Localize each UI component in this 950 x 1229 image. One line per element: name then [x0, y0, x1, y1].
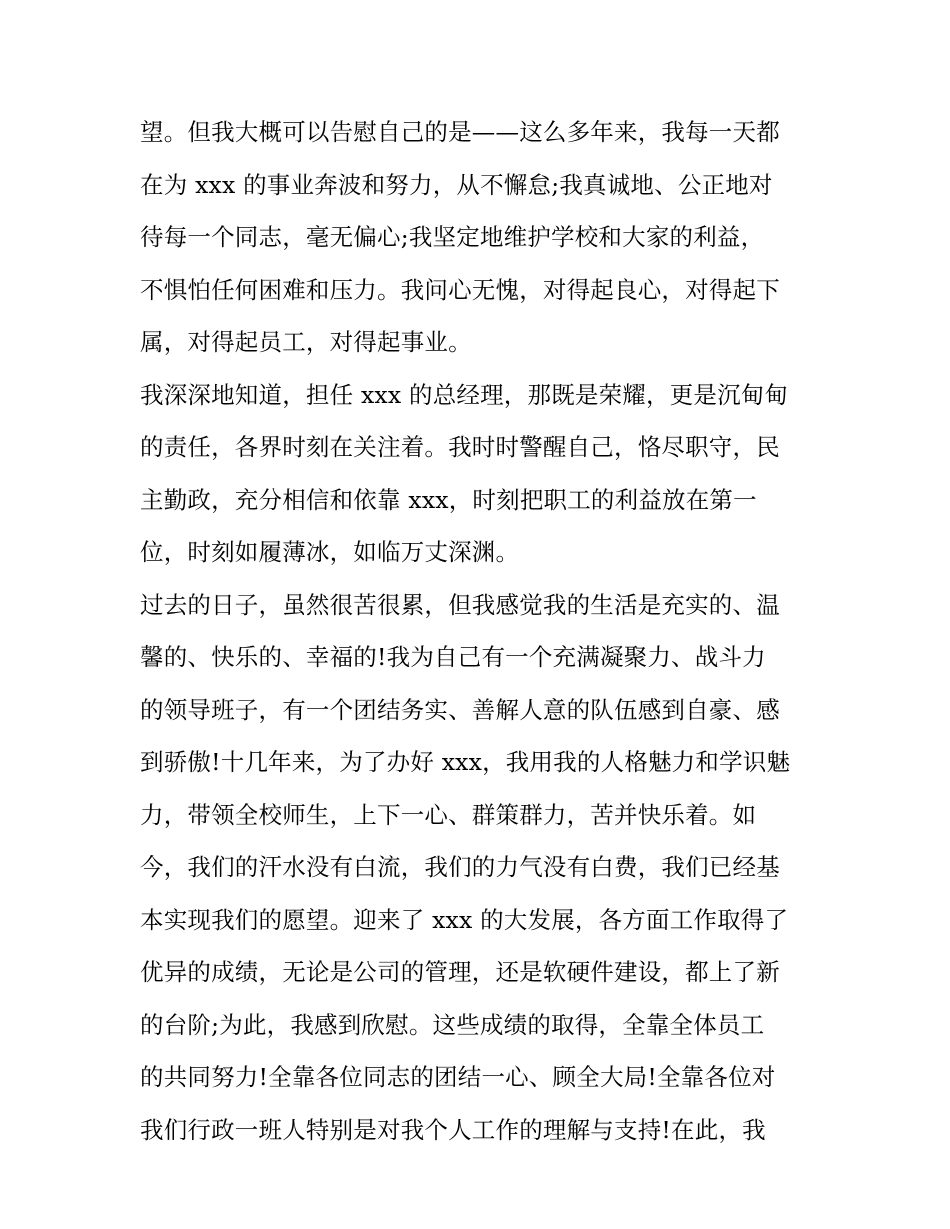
text-line: 的责任，各界时刻在关注着。我时时警醒自己，恪尽职守，民 [140, 433, 780, 461]
text-line: 力，带领全校师生，上下一心、群策群力，苦并快乐着。如 [140, 800, 757, 829]
text-line: 属，对得起员工，对得起事业。 [140, 328, 472, 356]
text-line: 待每一个同志，毫无偏心;我坚定地维护学校和大家的利益， [140, 223, 765, 251]
paragraph-3 [140, 579, 820, 1157]
text-line: 位，时刻如履薄冰，如临万丈深渊。 [140, 538, 520, 566]
text-line: 今，我们的汗水没有白流，我们的力气没有白费，我们已经基 [140, 853, 780, 881]
text-line: 主勤政，充分相信和依靠 xxx，时刻把职工的利益放在第一 [140, 485, 757, 514]
text-line: 望。但我大概可以告慰自己的是——这么多年来，我每一天都 [140, 118, 780, 146]
text-line: 我深深地知道，担任 xxx 的总经理，那既是荣耀，更是沉甸甸 [140, 380, 789, 409]
text-line: 馨的、快乐的、幸福的!我为自己有一个充满凝聚力、战斗力 [140, 643, 766, 671]
paragraph-2 [140, 369, 820, 579]
text-line: 优异的成绩，无论是公司的管理，还是软硬件建设，都上了新 [140, 958, 780, 986]
text-line: 本实现我们的愿望。迎来了 xxx 的大发展，各方面工作取得了 [140, 905, 789, 934]
text-line: 的共同努力!全靠各位同志的团结一心、顾全大局!全靠各位对 [140, 1063, 776, 1091]
text-line: 在为 xxx 的事业奔波和努力，从不懈怠;我真诚地、公正地对 [140, 170, 773, 199]
text-line: 过去的日子，虽然很苦很累，但我感觉我的生活是充实的、温 [140, 590, 780, 619]
text-line: 的台阶;为此，我感到欣慰。这些成绩的取得，全靠全体员工 [140, 1010, 765, 1039]
paragraph-1 [140, 106, 820, 369]
text-line: 我们行政一班人特别是对我个人工作的理解与支持!在此，我 [140, 1115, 766, 1144]
text-line: 不惧怕任何困难和压力。我问心无愧，对得起良心，对得起下 [140, 275, 780, 304]
text-line: 的领导班子，有一个团结务实、善解人意的队伍感到自豪、感 [140, 695, 780, 724]
document-body [140, 106, 820, 1156]
text-line: 到骄傲!十几年来，为了办好 xxx，我用我的人格魅力和学识魅 [140, 748, 791, 776]
